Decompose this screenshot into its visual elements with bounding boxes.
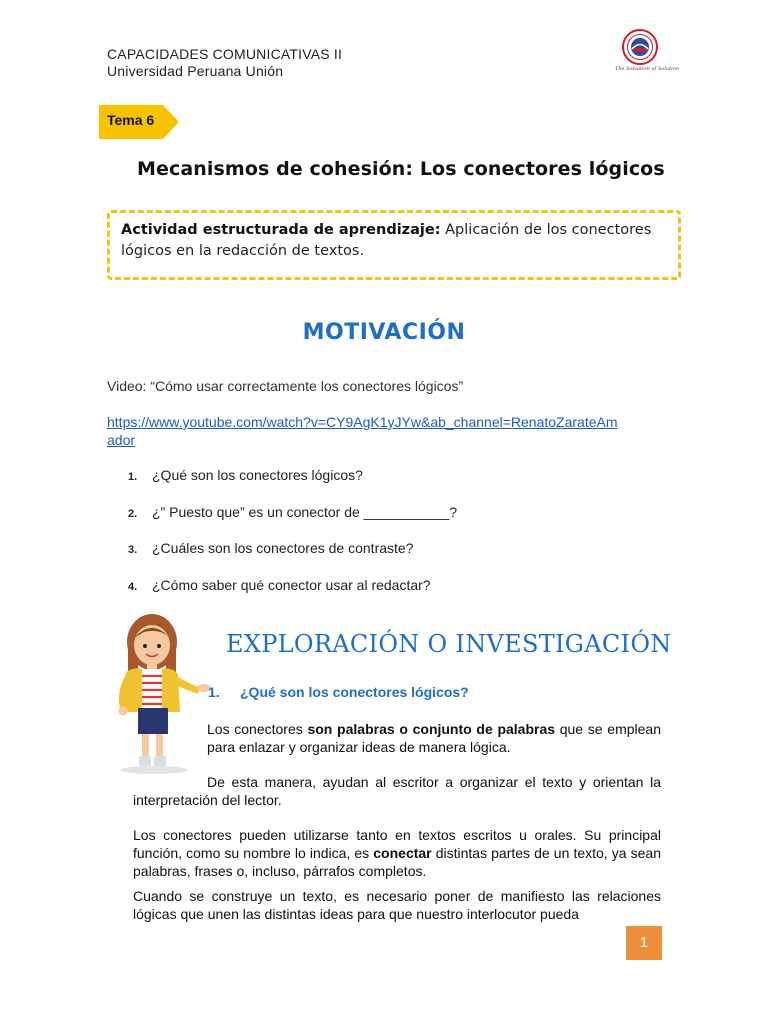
header-university: Universidad Peruana Unión (107, 63, 284, 79)
video-link-continuation[interactable]: ador (107, 432, 136, 448)
header-course: CAPACIDADES COMUNICATIVAS II (107, 46, 343, 62)
question-item: 2. ¿” Puesto que” es un conector de ___________? (128, 504, 458, 520)
paragraph: Los conectores pueden utilizarse tanto en textos escritos u orales. Su principal función, como su nombre lo indica, es conectar distintas partes de un texto, ya sean palabras, frases o, incluso, párrafos completos. (133, 827, 662, 879)
page-number: 1 (626, 926, 662, 960)
subheading: 1. ¿Qué son los conectores lógicos? (208, 684, 469, 700)
paragraph: Cuando se construye un texto, es necesario poner de manifiesto las relaciones lógicas que unen las distintas ideas para que nuestro interlocutor pueda (133, 888, 661, 922)
exploracion-heading: EXPLORACIÓN O INVESTIGACIÓN (226, 630, 672, 658)
activity-description: Aplicación de los conectores lógicos en la redacción de textos. (121, 222, 652, 259)
logo-tagline: The Solvation of Solution (615, 66, 679, 72)
video-title: Video: “Cómo usar correctamente los conectores lógicos” (107, 378, 464, 394)
motivacion-heading: MOTIVACIÓN (302, 320, 466, 345)
girl-illustration (104, 612, 224, 777)
page-title: Mecanismos de cohesión: Los conectores lógicos (137, 158, 665, 180)
paragraph: Los conectores son palabras o conjunto de palabras que se emplean para enlazar y organizar ideas de manera lógica. (207, 721, 661, 755)
question-item: 4. ¿Cómo saber qué conector usar al redactar? (128, 577, 431, 593)
paragraph: De esta manera, ayudan al escritor a organizar el texto y orientan la interpretación del lector. (133, 774, 661, 808)
video-link[interactable]: https://www.youtube.com/watch?v=CY9AgK1yJYw&ab_channel=RenatoZarateAm (107, 414, 618, 430)
question-item: 3. ¿Cuáles son los conectores de contraste? (128, 540, 414, 556)
question-item: 1. ¿Qué son los conectores lógicos? (128, 467, 363, 483)
activity-text: Actividad estructurada de aprendizaje: Aplicación de los conectores lógicos en la redacción de textos. (121, 222, 652, 259)
tema-label: Tema 6 (107, 112, 155, 128)
activity-label: Actividad estructurada de aprendizaje (121, 222, 435, 238)
